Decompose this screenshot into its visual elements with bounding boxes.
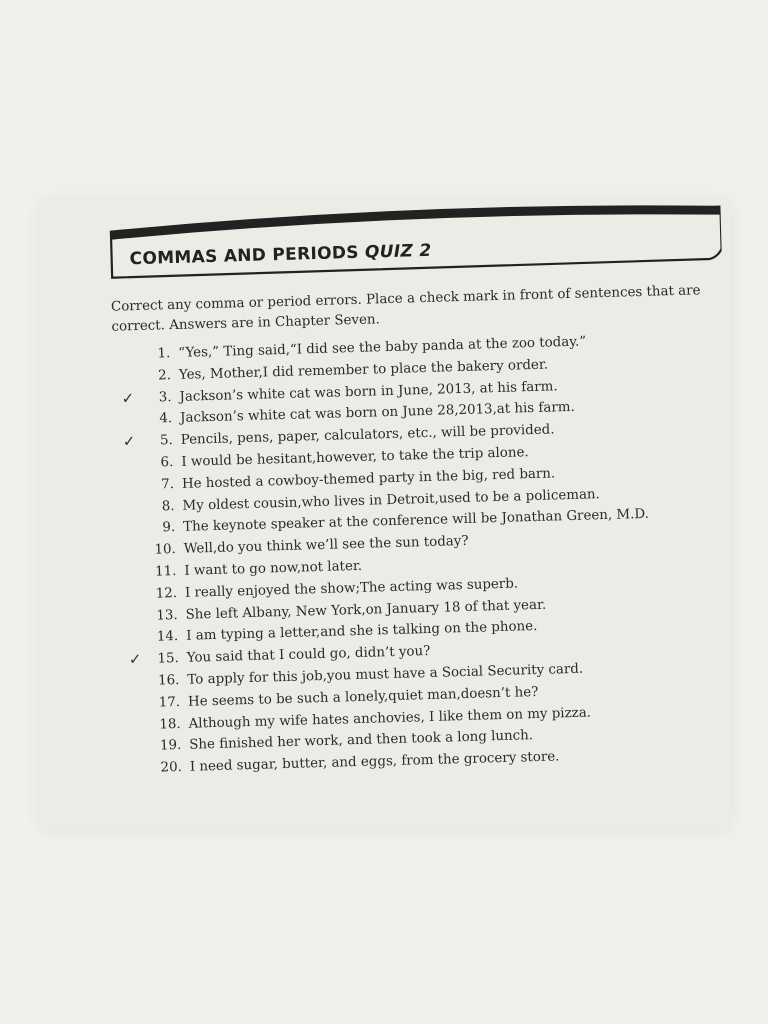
question-number: 16.	[157, 672, 180, 689]
question-text: I am typing a letter,and she is talking on the phone.	[186, 619, 538, 645]
check-mark-icon: ✓	[121, 388, 135, 408]
question-number: 19.	[159, 738, 182, 754]
question-number: 3.	[158, 389, 172, 406]
question-number: 4.	[159, 411, 173, 427]
question-number: 14.	[156, 629, 179, 645]
question-text: I would be hesitant,however, to take the trip alone.	[181, 445, 529, 470]
question-text: My oldest cousin,who lives in Detroit,used to be a policeman.	[182, 486, 601, 514]
question-text: The keynote speaker at the conference will be Jonathan Green, M.D.	[182, 507, 650, 536]
question-number: 11.	[154, 563, 177, 580]
question-number: 20.	[160, 760, 183, 776]
question-number: 10.	[154, 542, 177, 558]
question-text: She left Albany, New York,on January 18 of that year.	[185, 597, 547, 623]
question-text: You said that I could go, didn’t you?	[186, 644, 431, 666]
question-number: 7.	[160, 476, 175, 493]
check-mark-icon: ✓	[122, 432, 136, 451]
question-number: 15.	[157, 651, 180, 667]
question-text: He hosted a cowboy-themed party in the big, red barn.	[181, 466, 556, 492]
question-text: He seems to be such a lonely,quiet man,doesn’t he?	[187, 684, 539, 710]
quiz-instructions: Correct any comma or period errors. Place a check mark in front of sentences that are correct. Answers are in Chapter Seven.	[110, 283, 701, 335]
quiz-title-banner	[108, 201, 721, 280]
question-number: 5.	[159, 433, 173, 449]
question-text: Jackson’s white cat was born on June 28,2013,at his farm.	[179, 400, 575, 427]
question-number: 12.	[155, 585, 178, 602]
question-number: 6.	[160, 455, 174, 471]
question-number: 1.	[157, 346, 171, 362]
question-list	[121, 333, 656, 783]
question-text: I want to go now,not later.	[184, 558, 363, 579]
question-text: Well,do you think we’ll see the sun today?	[183, 534, 469, 557]
question-number: 13.	[156, 607, 178, 624]
question-text: Yes, Mother,I did remember to place the bakery order.	[178, 357, 549, 383]
question-number: 9.	[162, 520, 176, 536]
question-text: I need sugar, butter, and eggs, from the grocery store.	[189, 749, 560, 775]
question-text: She finished her work, and then took a long lunch.	[189, 728, 534, 754]
question-text: Jackson’s white cat was born in June, 2013, at his farm.	[179, 378, 558, 405]
question-number: 8.	[161, 498, 175, 514]
quiz-sheet	[100, 182, 757, 820]
question-text: “Yes,” Ting said,“I did see the baby panda at the zoo today.”	[178, 334, 587, 361]
question-text: To apply for this job,you must have a Social Security card.	[187, 661, 584, 688]
question-text: Although my wife hates anchovies, I like them on my pizza.	[188, 705, 592, 732]
question-number: 18.	[159, 716, 181, 733]
check-mark-icon: ✓	[128, 650, 142, 669]
quiz-title-main: COMMAS AND PERIODS	[129, 242, 360, 270]
quiz-title-suffix: QUIZ 2	[364, 240, 432, 263]
question-text: Pencils, pens, paper, calculators, etc., will be provided.	[180, 422, 555, 449]
question-number: 2.	[157, 367, 172, 384]
question-text: I really enjoyed the show;The acting was superb.	[184, 576, 519, 601]
question-number: 17.	[158, 694, 181, 711]
